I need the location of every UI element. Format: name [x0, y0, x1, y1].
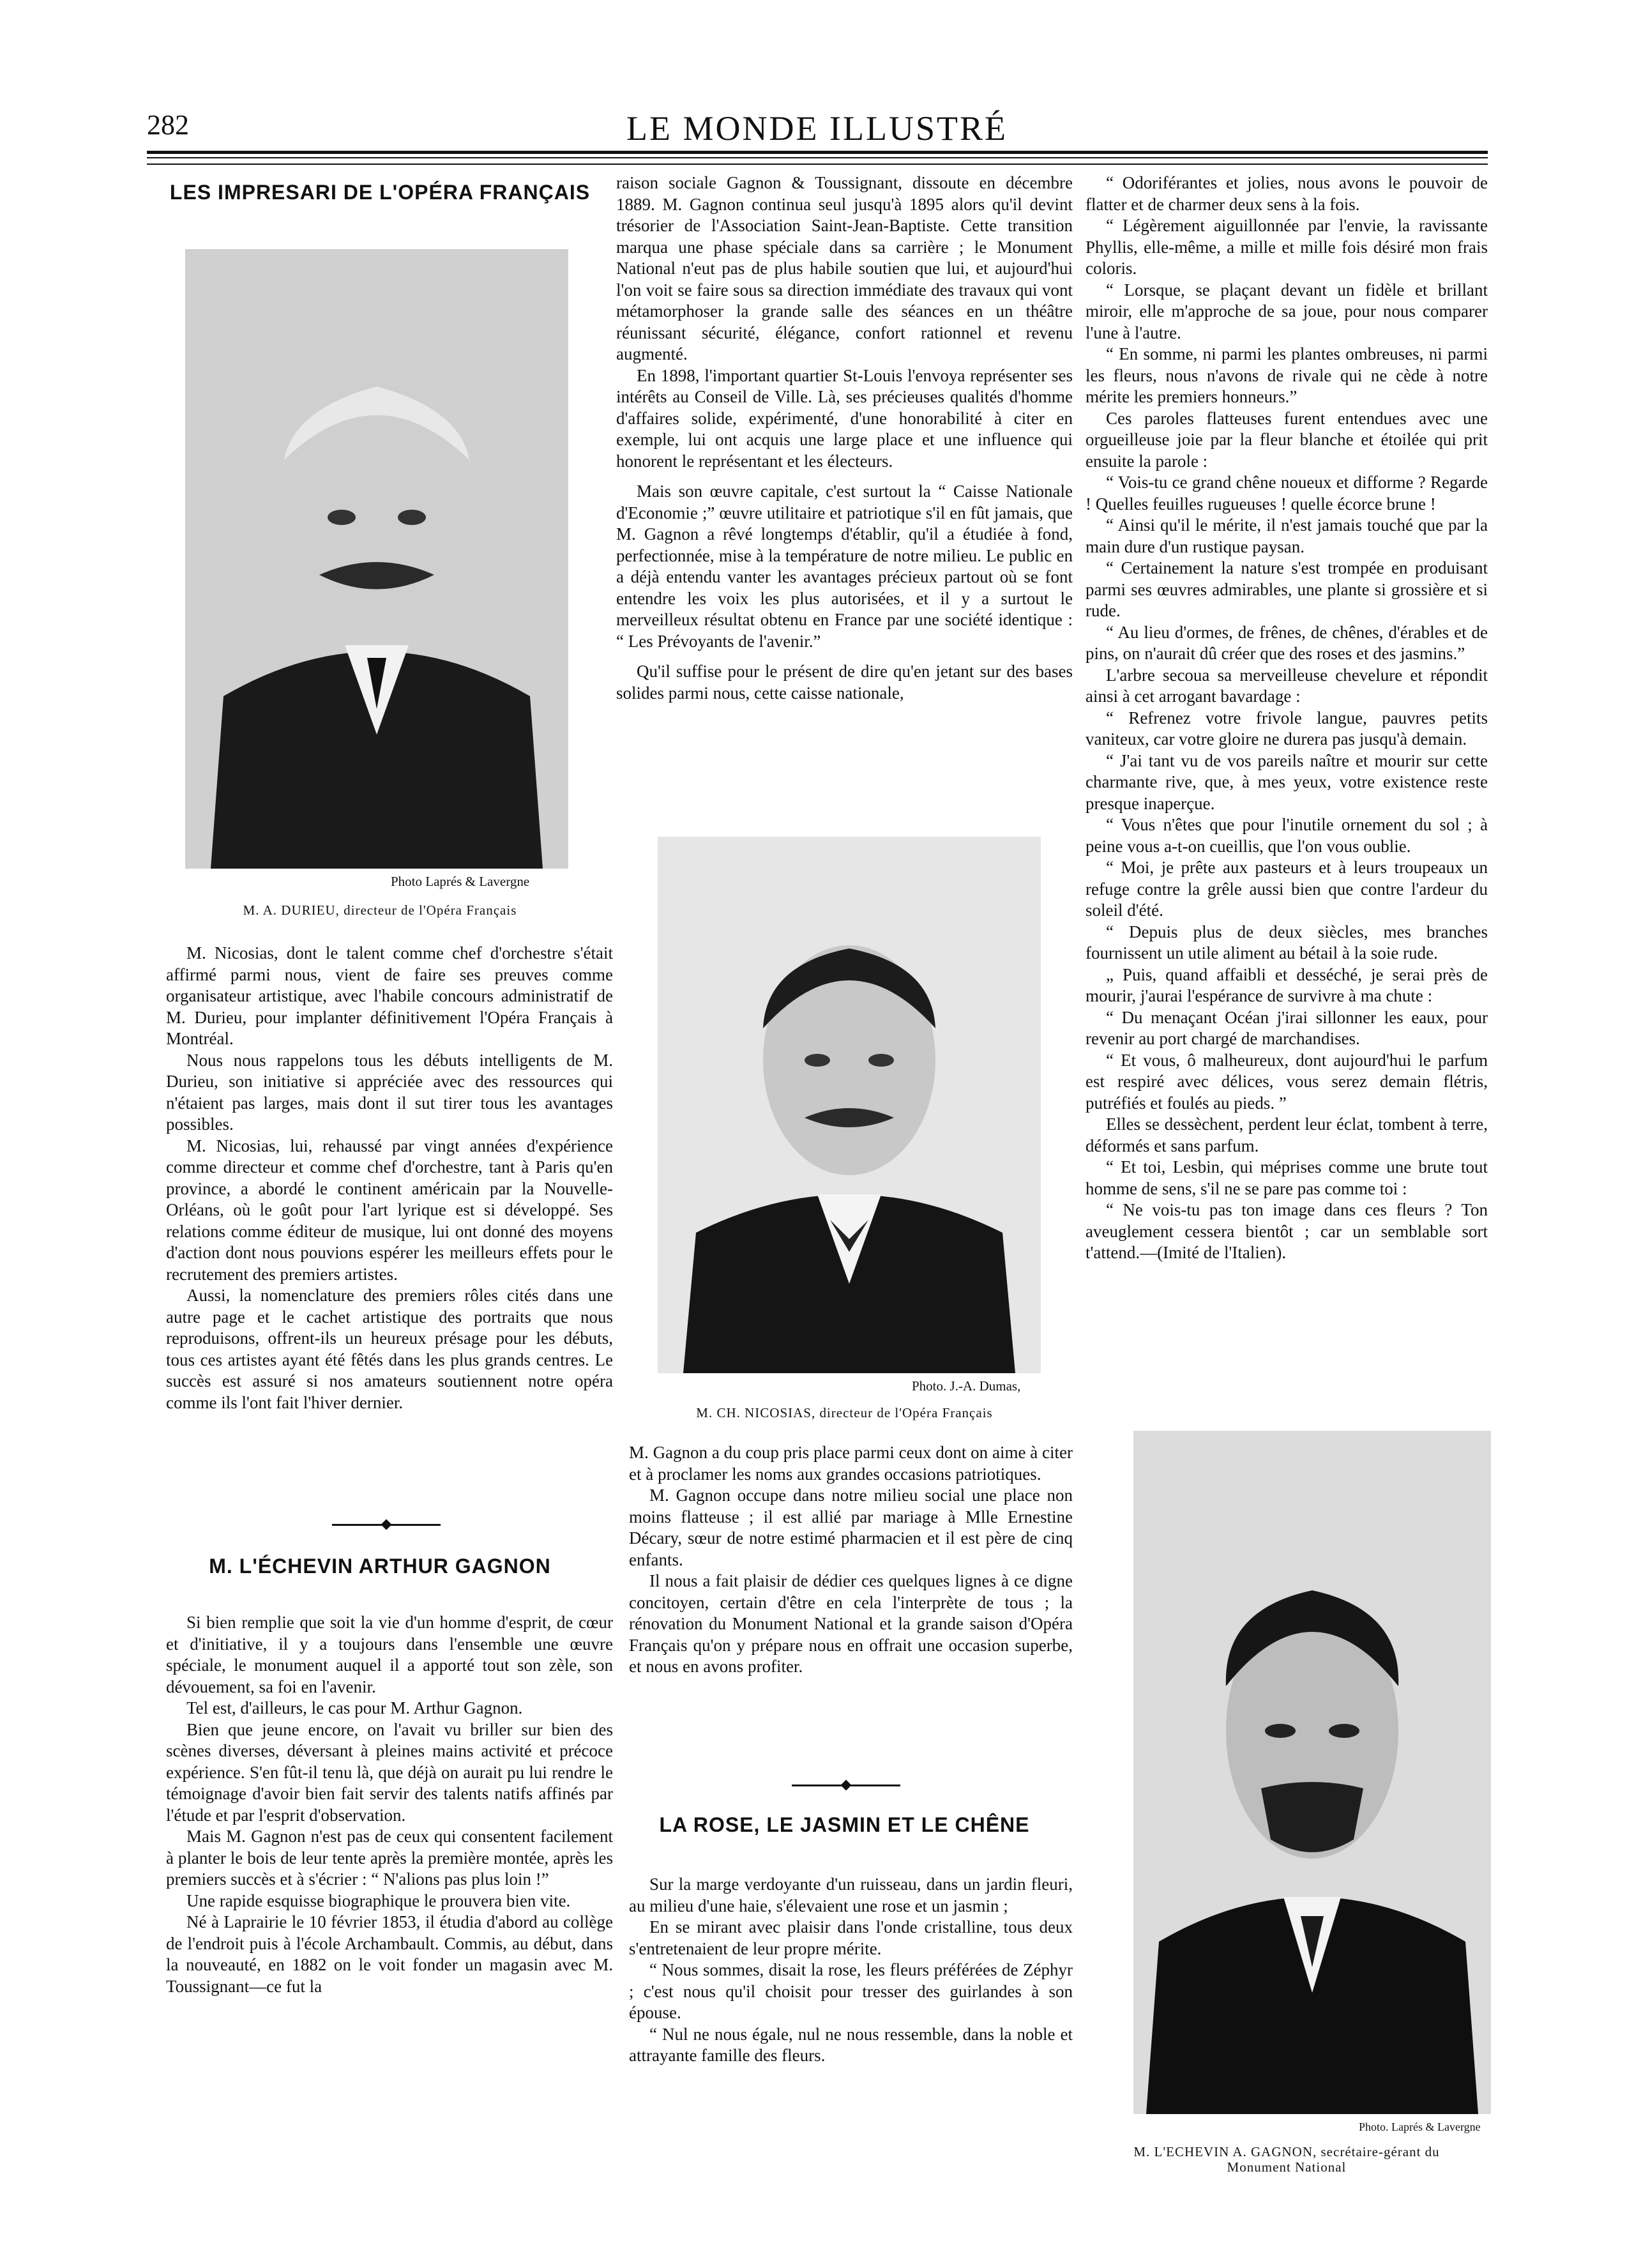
paragraph: “ Refrenez votre frivole langue, pauvres petits vaniteux, car votre gloire ne durera pas jusqu'à demain. — [1086, 708, 1488, 749]
paragraph: M. Nicosias, lui, rehaussé par vingt années d'expérience comme directeur et comme chef d'orchestre, tant à Paris qu'en province, a abordé le continent américain par la Nouvelle-Orléans, où le goût pour l'art lyrique est si développé. Ses relations comme éditeur de musique, lui ont donné des moyens d'action dont nous pouvions espérer les meilleurs effets pour le recrutement des premiers artistes. — [166, 1136, 613, 1284]
paragraph: “ Certainement la nature s'est trompée en produisant parmi ses œuvres admirables, une plante si grossière et si rude. — [1086, 558, 1488, 620]
page-number: 282 — [147, 109, 189, 141]
paragraph: L'arbre secoua sa merveilleuse chevelure et répondit ainsi à cet arrogant bavardage : — [1086, 665, 1488, 706]
paragraph: “ Moi, je prête aux pasteurs et à leurs troupeaux un refuge contre la grêle aussi bien que contre l'ardeur du soleil d'été. — [1086, 858, 1488, 920]
paragraph: En 1898, l'important quartier St-Louis l'envoya représenter ses intérêts au Conseil de Ville. Là, ses précieuses qualités d'homme d'affaires solide, expérimenté, d'une honorabilité à citer en exemple, lui ont acquis une large place et une influence qui honorent le représentant et les électeurs. — [616, 365, 1073, 471]
portrait-photo-gagnon — [1133, 1431, 1491, 2114]
portrait-photo-durieu — [185, 249, 568, 869]
header-rule — [147, 151, 1488, 154]
paragraph: “ J'ai tant vu de vos pareils naître et mourir sur cette charmante rive, que, à mes yeux, votre existence reste presque inaperçue. — [1086, 750, 1488, 813]
paragraph: raison sociale Gagnon & Toussignant, dissoute en décembre 1889. M. Gagnon continua seul jusqu'à 1895 alors qu'il devint trésorier de l'Association Saint-Jean-Baptiste. Cette transition marqua une phase spéciale dans sa carrière ; le Monument National n'eut pas de plus habile soutien que lui, et aujourd'hui l'on voit se faire sous sa direction immédiate des travaux qui vont métamorphoser la grande salle des séances en un théâtre réunissant sécurité, élégance, confort rationnel et revenu augmenté. — [616, 173, 1073, 363]
paragraph: En se mirant avec plaisir dans l'onde cristalline, tous deux s'entretenaient de leur propre mérite. — [629, 1917, 1073, 1958]
paragraph: Nous nous rappelons tous les débuts intelligents de M. Durieu, son initiative si appréciée avec des ressources qui n'étaient pas larges, mais dont il sut tirer tous les avantages possibles. — [166, 1050, 613, 1134]
header-rule — [147, 164, 1488, 165]
paragraph: Mais son œuvre capitale, c'est surtout la “ Caisse Nationale d'Economie ;” œuvre utilitaire et patriotique s'il en fût jamais, que M. Gagnon a rêvé longtemps d'établir, qu'il a étudiée à fond, perfectionnée, mise à la température de notre milieu. Le public en a déjà entendu vanter les avantages précieux partout où se font entendre les voix les plus autorisées, et il y a surtout le merveilleux résultat obtenu en France par une société identique : “ Les Prévoyants de l'avenir.” — [616, 482, 1073, 651]
paragraph: Aussi, la nomenclature des premiers rôles cités dans une autre page et le cachet artistique des portraits que nous reproduisons, offrent-ils un heureux présage pour les débuts, tous ces artistes ayant été fêtés dans les plus grands centres. Le succès est assuré si nos amateurs soutiennent notre opéra comme ils l'ont fait l'hiver dernier. — [166, 1286, 613, 1412]
article-headline: LA ROSE, LE JASMIN ET LE CHÊNE — [659, 1813, 1030, 1836]
article-text-gagnon-end — [629, 1442, 1073, 1678]
paragraph: M. Nicosias, dont le talent comme chef d'orchestre s'était affirmé parmi nous, vient de faire ses preuves comme organisateur artistique, avec l'habile concours administratif de M. Durieu, pour implanter définitivement l'Opéra Français à Montréal. — [166, 943, 613, 1048]
article-text-rose-jasmin-continued — [1086, 172, 1488, 1264]
section-ornament — [332, 1520, 441, 1529]
article-text-impresari — [166, 943, 613, 1413]
photo-credit: Photo. Laprés & Lavergne — [1359, 2120, 1481, 2133]
paragraph: “ Du menaçant Océan j'irai sillonner les eaux, pour revenir au port chargé de marchandises. — [1086, 1007, 1488, 1048]
paragraph: “ En somme, ni parmi les plantes ombreuses, ni parmi les fleurs, nous n'avons de rivale qui ne cède à notre mérite les premiers honneurs.” — [1086, 344, 1488, 406]
paragraph: “ Lorsque, se plaçant devant un fidèle et brillant miroir, elle m'approche de sa joue, pour nous comparer l'une à l'autre. — [1086, 280, 1488, 342]
paragraph: “ Depuis plus de deux siècles, mes branches fournissent un utile aliment au bétail à la soie rude. — [1086, 922, 1488, 963]
article-headline: M. L'ÉCHEVIN ARTHUR GAGNON — [209, 1555, 551, 1578]
paragraph: “ Nous sommes, disait la rose, les fleurs préférées de Zéphyr ; c'est nous qu'il choisit pour tresser des guirlandes à son épouse. — [629, 1960, 1073, 2022]
paragraph: “ Ainsi qu'il le mérite, il n'est jamais touché que par la main dure d'un rustique paysan. — [1086, 515, 1488, 556]
photo-credit: Photo Laprés & Lavergne — [391, 874, 530, 889]
paragraph: “ Et toi, Lesbin, qui méprises comme une brute tout homme de sens, s'il ne se pare pas comme toi : — [1086, 1157, 1488, 1198]
paragraph: Si bien remplie que soit la vie d'un homme d'esprit, de cœur et d'initiative, il y a toujours dans l'ensemble une œuvre spéciale, le monument auquel il a apporté tout son zèle, son dévouement, sa foi en l'avenir. — [166, 1613, 613, 1696]
paragraph: Une rapide esquisse biographique le prouvera bien vite. — [186, 1891, 571, 1910]
photo-caption — [1086, 2144, 1488, 2175]
paragraph: “ Légèrement aiguillonnée par l'envie, la ravissante Phyllis, elle-même, a mille et mille fois désiré mon frais coloris. — [1086, 216, 1488, 278]
paragraph: Sur la marge verdoyante d'un ruisseau, dans un jardin fleuri, au milieu d'une haie, s'élevaient une rose et un jasmin ; — [629, 1875, 1073, 1915]
photo-caption-line: M. L'ECHEVIN A. GAGNON, secrétaire-gérant du — [1133, 2144, 1440, 2159]
article-text-gagnon — [166, 1612, 613, 1997]
paragraph: Elles se dessèchent, perdent leur éclat, tombent à terre, déformés et sans parfum. — [1086, 1115, 1488, 1155]
paragraph: Il nous a fait plaisir de dédier ces quelques lignes à ce digne concitoyen, certain d'être en cela l'interprète de tous ; la rénovation du Monument National et la grande saison d'Opéra Français qu'on y prépare nous en offrait une occasion superbe, et nous en avons profiter. — [629, 1571, 1073, 1676]
paragraph: “ Odoriférantes et jolies, nous avons le pouvoir de flatter et de charmer deux sens à la fois. — [1086, 173, 1488, 214]
paragraph: “ Vois-tu ce grand chêne noueux et difforme ? Regarde ! Quelles feuilles rugueuses ! quelle écorce brune ! — [1086, 473, 1488, 514]
paragraph: „ Puis, quand affaibli et desséché, je serai près de mourir, j'aurai l'espérance de survivre à ma chute : — [1086, 964, 1488, 1005]
paragraph: “ Nul ne nous égale, nul ne nous ressemble, dans la noble et attrayante famille des fleurs. — [629, 2024, 1073, 2065]
paragraph: “ Ne vois-tu pas ton image dans ces fleurs ? Ton aveuglement cessera bientôt ; car un semblable sort t'attend.—(Imité de l'Italien). — [1086, 1200, 1488, 1262]
portrait-photo-nicosias — [658, 837, 1041, 1373]
paragraph: Ces paroles flatteuses furent entendues avec une orgueilleuse joie par la fleur blanche et étoilée qui prit ensuite la parole : — [1086, 408, 1488, 471]
paragraph: M. Gagnon a du coup pris place parmi ceux dont on aime à citer et à proclamer les noms aux grandes occasions patriotiques. — [629, 1443, 1073, 1484]
photo-caption: M. A. DURIEU, directeur de l'Opéra Français — [243, 902, 517, 918]
photo-caption: M. CH. NICOSIAS, directeur de l'Opéra Français — [696, 1405, 993, 1420]
paragraph: Tel est, d'ailleurs, le cas pour M. Arthur Gagnon. — [186, 1698, 523, 1717]
article-headline: LES IMPRESARI DE L'OPÉRA FRANÇAIS — [169, 181, 591, 204]
header-rule — [147, 157, 1488, 158]
paragraph: “ Vous n'êtes que pour l'inutile ornement du sol ; à peine vous a-t-on cueillis, que l'on vous oublie. — [1086, 815, 1488, 856]
paragraph: “ Et vous, ô malheureux, dont aujourd'hui le parfum est respiré avec délices, vous serez demain flétris, putréfiés et foulés au pieds. ” — [1086, 1050, 1488, 1113]
article-text-rose-jasmin — [629, 1874, 1073, 2067]
photo-caption-line: Monument National — [1227, 2159, 1347, 2175]
masthead-title: LE MONDE ILLUSTRÉ — [626, 109, 1008, 148]
paragraph: “ Au lieu d'ormes, de frênes, de chênes, d'érables et de pins, on n'aurait dû créer que des roses et des jasmins.” — [1086, 622, 1488, 663]
section-ornament — [792, 1781, 900, 1790]
paragraph: M. Gagnon occupe dans notre milieu social une place non moins flatteuse ; il est allié par mariage à Mlle Ernestine Décary, sœur de notre estimé pharmacien et il est père de cinq enfants. — [629, 1486, 1073, 1569]
paragraph: Bien que jeune encore, on l'avait vu briller sur bien des scènes diverses, déversant à pleines mains activité et précoce expérience. S'en fût-il tenu là, que déjà on aurait pu lui rendre le témoignage d'avoir bien fait servir des talents natifs affinés par l'étude et par l'esprit d'observation. — [166, 1719, 613, 1825]
paragraph: Né à Laprairie le 10 février 1853, il étudia d'abord au collège de l'endroit puis à l'école Archambault. Commis, au début, dans la nouveauté, en 1882 on le voit fonder un magasin avec M. Toussignant—ce fut la — [166, 1912, 613, 1996]
article-text-gagnon-continued — [616, 172, 1073, 704]
paragraph: Mais M. Gagnon n'est pas de ceux qui consentent facilement à planter le bois de leur tente après la première montée, après les premiers succès et à s'écrier : “ N'alions pas plus loin !” — [166, 1827, 613, 1889]
photo-credit: Photo. J.-A. Dumas, — [912, 1378, 1021, 1394]
paragraph: Qu'il suffise pour le présent de dire qu'en jetant sur des bases solides parmi nous, cette caisse nationale, — [616, 662, 1073, 703]
